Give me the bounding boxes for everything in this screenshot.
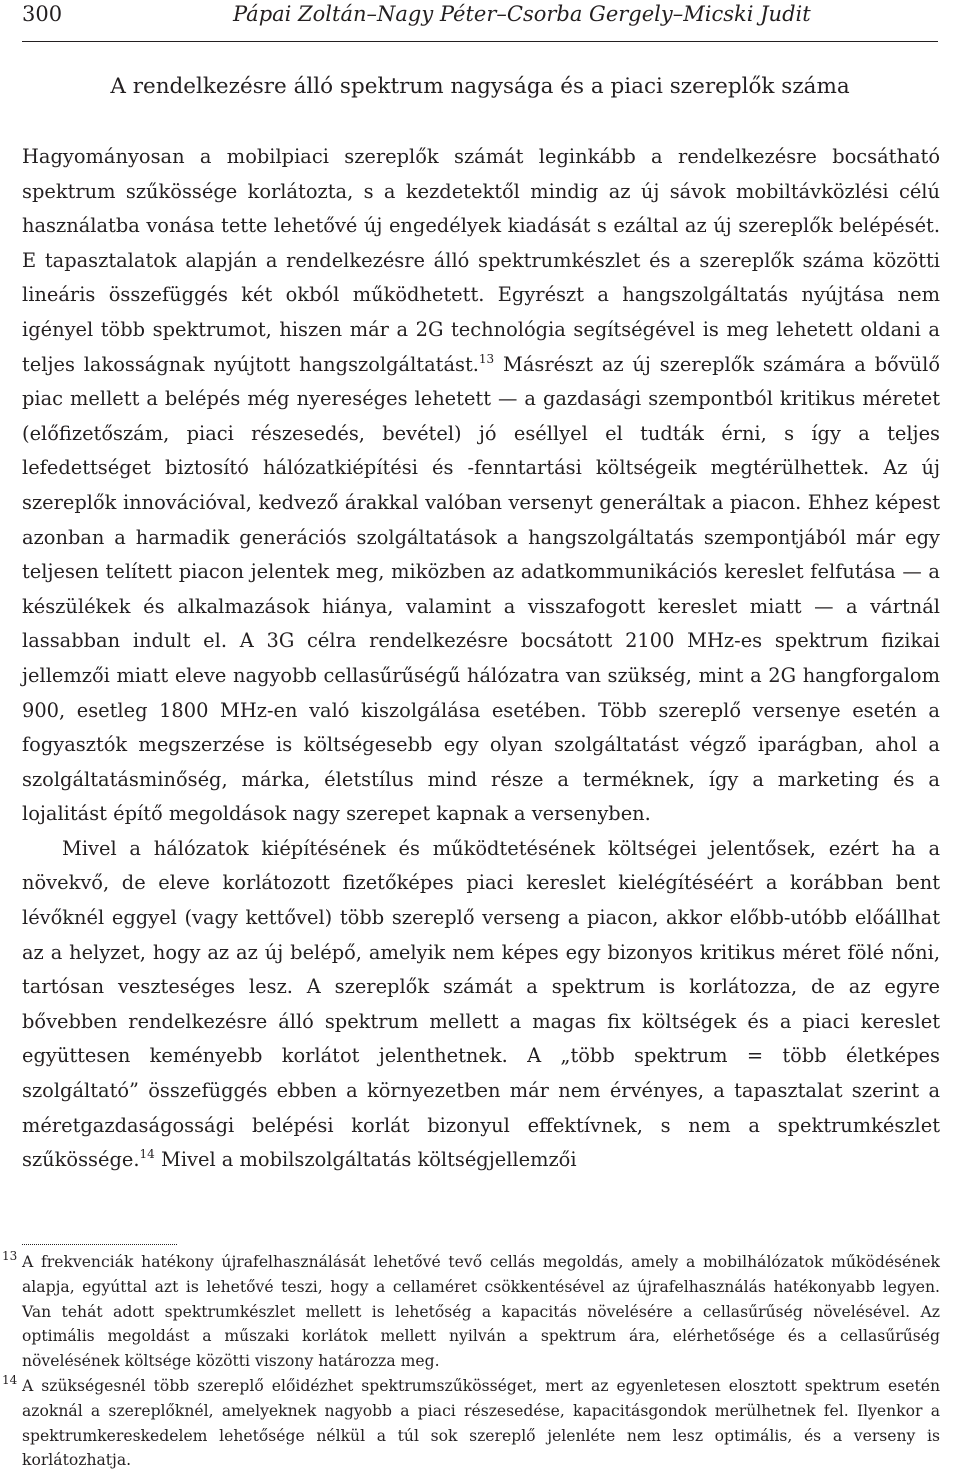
footnote-ref-13[interactable]: 13	[478, 351, 495, 366]
paragraph-2-text-a: Mivel a hálózatok kiépítésének és működtetésének költségei jelentősek, ezért ha a növekvő, de eleve korlátozott fizetőképes piaci kereslet kielégítéséért a korábban bent lévőknél eggyel (vagy kettővel) több szereplő verseng a piacon, akkor előbb-utóbb előállhat az a helyzet, hogy az az új belépő, amelyik nem képes egy bizonyos kritikus méret fölé nőni, tartósan veszteséges lesz. A szereplők számát a spektrum is korlátozza, de az egyre bővebben rendelkezésre álló spektrum mellett a magas fix költségek és a piaci kereslet együttesen keményebb korlátot jelenthetnek. A „több spektrum = több életképes szolgáltató” összefüggés ebben a környezetben már nem érvényes, a tapasztalat szerint a méretgazdaságossági belépési korlát bizonyul effektívnek, s nem a spektrumkészlet szűkössége.	[22, 836, 940, 1172]
page-number: 300	[22, 2, 63, 26]
paragraph-1-text-b: Másrészt az új szereplők számára a bővülő piac mellett a belépés még nyereséges lehetett — a gazdasági szempontból kritikus méretet (előfizetőszám, piaci részesedés, bevétel) jó eséllyel el tudták érni, s így a teljes lefedettséget biztosító hálózatkiépítési és -fenntartási költségeik megtérülhettek. Az új szereplők innovációval, kedvező árakkal valóban versenyt generáltak a piacon. Ehhez képest azonban a harmadik generációs szolgáltatások a hangszolgáltatás szempontjából már egy teljesen telített piacon jelentek meg, miközben az adatkommunikációs kereslet felfutása — a készülékek és alkalmazások hiánya, valamint a visszafogott kereslet miatt — a vártnál lassabban indult el. A 3G célra rendelkezésre bocsátott 2100 MHz-es spektrum fizikai jellemzői miatt eleve nagyobb cellasűrűségű hálózatra van szükség, mint a 2G hangforgalom 900, esetleg 1800 MHz-en való kiszolgálása esetében. Több szereplő versenye esetén a fogyasztók megszerzése is költségesebb egy olyan szolgáltatást végző iparágban, ahol a szolgáltatásminőség, márka, életstílus mind része a terméknek, így a marketing és a lojalitást építő megoldások nagy szerepet kapnak a versenyben.	[22, 352, 940, 826]
paragraph-2-text-b: Mivel a mobilszolgáltatás költségjellemzői	[154, 1148, 577, 1172]
paragraph-1	[22, 140, 940, 832]
footnote-number-13: 13	[2, 1249, 18, 1263]
running-head	[22, 0, 938, 28]
footnotes	[2, 1249, 940, 1473]
footnote-ref-14[interactable]: 14	[139, 1147, 155, 1162]
running-head-authors: Pápai Zoltán–Nagy Péter–Csorba Gergely–Micski Judit	[233, 2, 811, 26]
header-rule	[22, 41, 938, 42]
footnote-text-14: A szükségesnél több szereplő előidézhet spektrumszűkösséget, mert az egyenletesen elosztott spektrum esetén azoknál a szereplőknél, amelyeknek nagyobb a piaci részesedése, kapacitásgondok merülhetnek fel. Ilyenkor a spektrumkereskedelem lehetősége nélkül a túl sok szereplő jelenléte nem lesz optimális, és a verseny is korlátozhatja.	[22, 1376, 940, 1470]
section-title: A rendelkezésre álló spektrum nagysága és a piaci szereplők száma	[110, 74, 850, 99]
paragraph-1-text-a: Hagyományosan a mobilpiaci szereplők számát leginkább a rendelkezésre bocsátható spektrum szűkössége korlátozta, s a kezdetektől mindig az új sávok mobiltávközlési célú használatba vonása tette lehetővé új engedélyek kiadását s ezáltal az új szereplők belépését. E tapasztalatok alapján a rendelkezésre álló spektrumkészlet és a szereplők száma közötti lineáris összefüggés két okból működhetett. Egyrészt a hangszolgáltatás nyújtása nem igényel több spektrumot, hiszen már a 2G technológia segítségével is meg lehetett oldani a teljes lakosságnak nyújtott hangszolgáltatást.	[22, 145, 940, 376]
footnote-14	[2, 1372, 940, 1473]
footnote-separator	[22, 1244, 177, 1245]
paragraph-2	[22, 832, 940, 1178]
footnote-text-13: A frekvenciák hatékony újrafelhasználását lehetővé tevő cellás megoldás, amely a mobilhálózatok működésének alapja, egyúttal azt is lehetővé teszi, hogy a cellaméret csökkentésével az újrafelhasználás hatékonyabb legyen. Van tehát adott spektrumkészlet mellett is lehetőség a kapacitás növelésére a cellasűrűség növelésével. Az optimális megoldást a műszaki korlátok mellett nyilván a spektrum ára, elérhetősége és a cellasűrűség növelésének költsége közötti viszony határozza meg.	[22, 1253, 940, 1371]
footnote-13	[2, 1249, 940, 1374]
body-text	[22, 140, 940, 1178]
footnote-number-14: 14	[2, 1372, 18, 1387]
